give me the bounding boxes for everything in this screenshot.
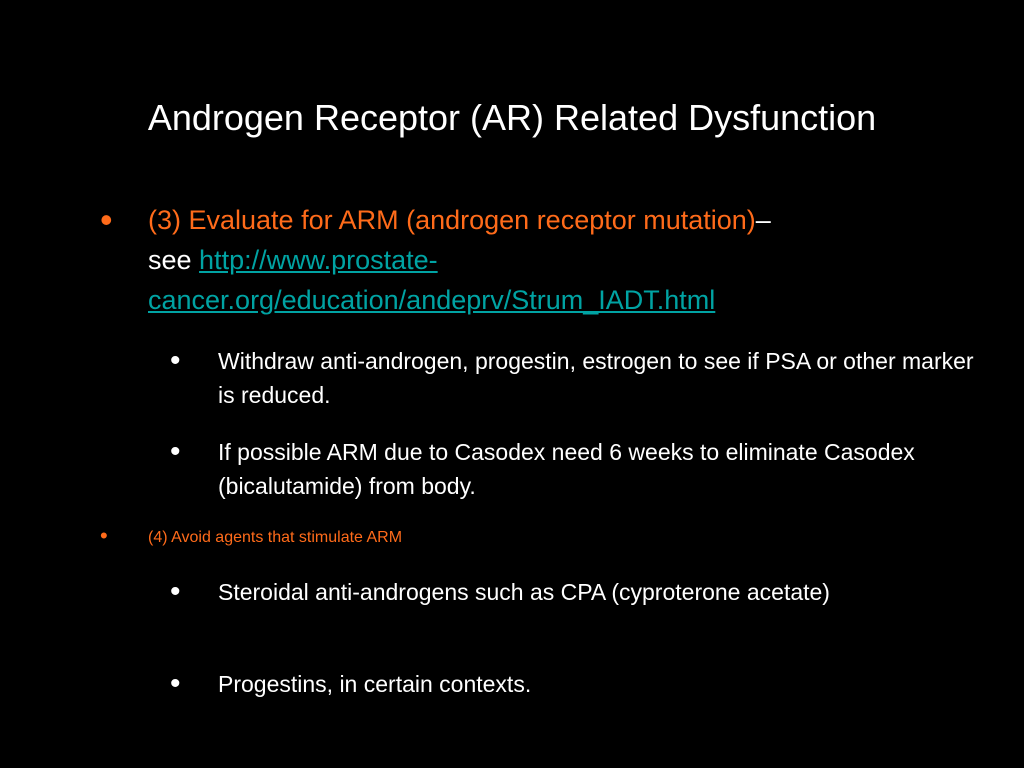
subbullet-progestins [170,667,978,701]
subbullet-steroidal [170,575,978,609]
bullet-marker: • [100,523,108,548]
bullet-avoid-agents [100,523,968,550]
bullet-marker: • [170,435,181,468]
slide-title: Androgen Receptor (AR) Related Dysfunction [147,97,877,138]
strum-iadt-link[interactable]: http://www.prostate-cancer.org/education/andeprv/Strum_IADT.html [148,245,716,315]
subbullet-progestins-text: Progestins, in certain contexts. [218,671,532,697]
subbullet-withdraw [170,344,978,412]
bullet-evaluate-arm-text: (3) Evaluate for ARM (androgen receptor mutation) [148,205,756,235]
bullet-avoid-agents-text: (4) Avoid agents that stimulate ARM [148,529,403,546]
bullet-marker: • [170,575,181,608]
bullet-marker: • [100,199,113,240]
subbullet-casodex [170,435,978,503]
bullet-marker: • [170,667,181,700]
bullet-marker: • [170,344,181,377]
subbullet-withdraw-text: Withdraw anti-androgen, progestin, estrogen to see if PSA or other marker is reduced. [218,348,974,408]
see-text: see [148,245,200,275]
dash-text: – [755,205,771,235]
bullet-evaluate-arm [100,199,968,320]
subbullet-steroidal-text: Steroidal anti-androgens such as CPA (cyproterone acetate) [218,579,830,605]
subbullet-casodex-text: If possible ARM due to Casodex need 6 weeks to eliminate Casodex (bicalutamide) from body. [218,439,915,499]
